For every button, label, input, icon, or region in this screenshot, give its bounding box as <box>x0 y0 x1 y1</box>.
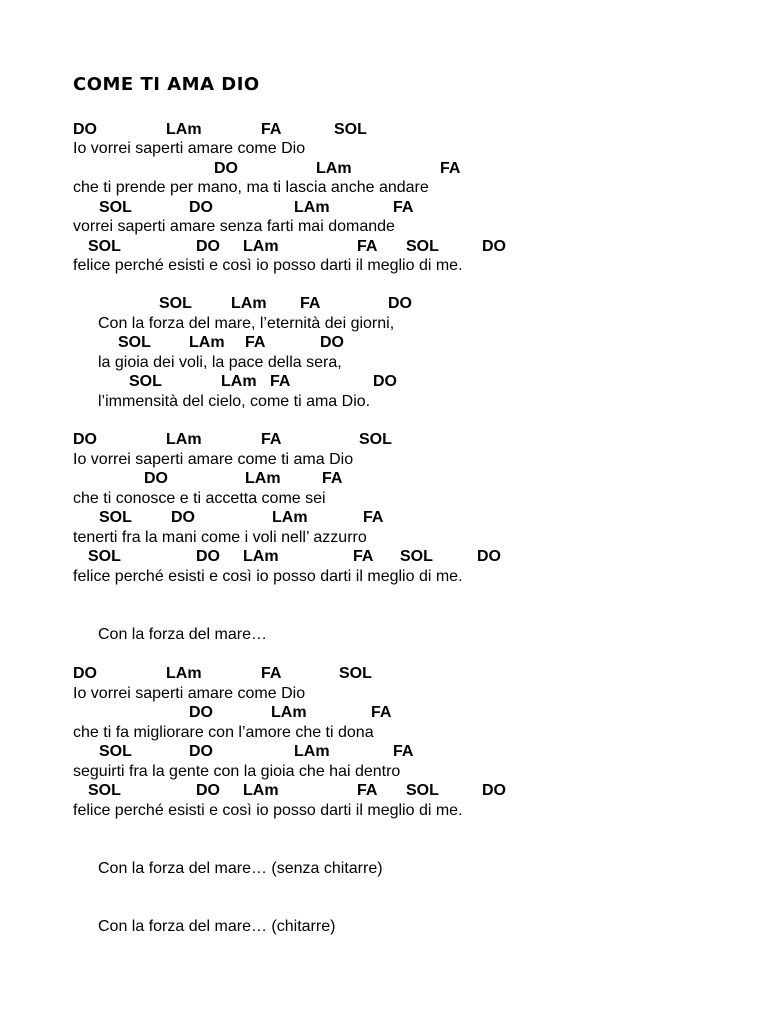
chord: DO <box>189 743 213 760</box>
lyric-line: che ti prende per mano, ma ti lascia anche andare <box>73 179 429 196</box>
chord: SOL <box>359 431 392 448</box>
lyric-line: Con la forza del mare, l’eternità dei giorni, <box>98 315 395 332</box>
chord: LAm <box>243 548 279 565</box>
chord: LAm <box>243 238 279 255</box>
chord: LAm <box>243 782 279 799</box>
chord: DO <box>214 160 238 177</box>
chord: SOL <box>159 295 192 312</box>
chord: DO <box>196 548 220 565</box>
chord: LAm <box>271 704 307 721</box>
chord: DO <box>73 121 97 138</box>
chord: FA <box>270 373 291 390</box>
chord: FA <box>393 199 414 216</box>
chord: LAm <box>245 470 281 487</box>
chord: FA <box>322 470 343 487</box>
chord: SOL <box>88 238 121 255</box>
chord: FA <box>300 295 321 312</box>
chord: FA <box>357 238 378 255</box>
chord: DO <box>388 295 412 312</box>
chord: LAm <box>166 431 202 448</box>
chord: LAm <box>294 199 330 216</box>
chord: FA <box>245 334 266 351</box>
chord: SOL <box>129 373 162 390</box>
chord: LAm <box>189 334 225 351</box>
lyric-line: la gioia dei voli, la pace della sera, <box>98 354 342 371</box>
lyric-line: Io vorrei saperti amare come ti ama Dio <box>73 451 354 468</box>
chord: FA <box>261 121 282 138</box>
chord: DO <box>171 509 195 526</box>
lyric-line: che ti fa migliorare con l’amore che ti dona <box>73 724 374 741</box>
chord: SOL <box>99 743 132 760</box>
chord: SOL <box>88 782 121 799</box>
chorus-reference: Con la forza del mare… <box>98 626 267 643</box>
chord: DO <box>189 704 213 721</box>
chord: DO <box>320 334 344 351</box>
chord: LAm <box>272 509 308 526</box>
chord: LAm <box>166 665 202 682</box>
lyric-line: Io vorrei saperti amare come Dio <box>73 685 306 702</box>
chord: DO <box>477 548 501 565</box>
chord: SOL <box>339 665 372 682</box>
chord: SOL <box>118 334 151 351</box>
lyric-line: vorrei saperti amare senza farti mai domande <box>73 218 395 235</box>
chord: LAm <box>166 121 202 138</box>
lyric-line: felice perché esisti e così io posso darti il meglio di me. <box>73 802 463 819</box>
chord: LAm <box>294 743 330 760</box>
chord: SOL <box>334 121 367 138</box>
chord: SOL <box>400 548 433 565</box>
chord: DO <box>196 238 220 255</box>
lyric-line: seguirti fra la gente con la gioia che hai dentro <box>73 763 401 780</box>
lyric-line: felice perché esisti e così io posso darti il meglio di me. <box>73 568 463 585</box>
chord: FA <box>261 431 282 448</box>
chord: SOL <box>99 509 132 526</box>
chord: SOL <box>88 548 121 565</box>
chord: DO <box>482 238 506 255</box>
chord: DO <box>144 470 168 487</box>
chord: FA <box>353 548 374 565</box>
chord: FA <box>363 509 384 526</box>
chord: FA <box>357 782 378 799</box>
chord: LAm <box>231 295 267 312</box>
chord: DO <box>482 782 506 799</box>
chord: LAm <box>221 373 257 390</box>
lyric-line: felice perché esisti e così io posso darti il meglio di me. <box>73 257 463 274</box>
chord: SOL <box>99 199 132 216</box>
lyric-line: l’immensità del cielo, come ti ama Dio. <box>98 393 371 410</box>
lyric-line: che ti conosce e ti accetta come sei <box>73 490 326 507</box>
chord: SOL <box>406 782 439 799</box>
chord: DO <box>189 199 213 216</box>
chord: DO <box>373 373 397 390</box>
song-title: COME TI AMA DIO <box>73 74 260 95</box>
chord: SOL <box>406 238 439 255</box>
chord: DO <box>196 782 220 799</box>
chord: DO <box>73 665 97 682</box>
chord: DO <box>73 431 97 448</box>
lyric-line: Io vorrei saperti amare come Dio <box>73 140 306 157</box>
chord: FA <box>393 743 414 760</box>
chorus-reference: Con la forza del mare… (chitarre) <box>98 918 336 935</box>
chorus-reference: Con la forza del mare… (senza chitarre) <box>98 860 383 877</box>
chord: LAm <box>316 160 352 177</box>
chord: FA <box>440 160 461 177</box>
chord: FA <box>261 665 282 682</box>
lyric-line: tenerti fra la mani come i voli nell’ azzurro <box>73 529 367 546</box>
chord: FA <box>371 704 392 721</box>
